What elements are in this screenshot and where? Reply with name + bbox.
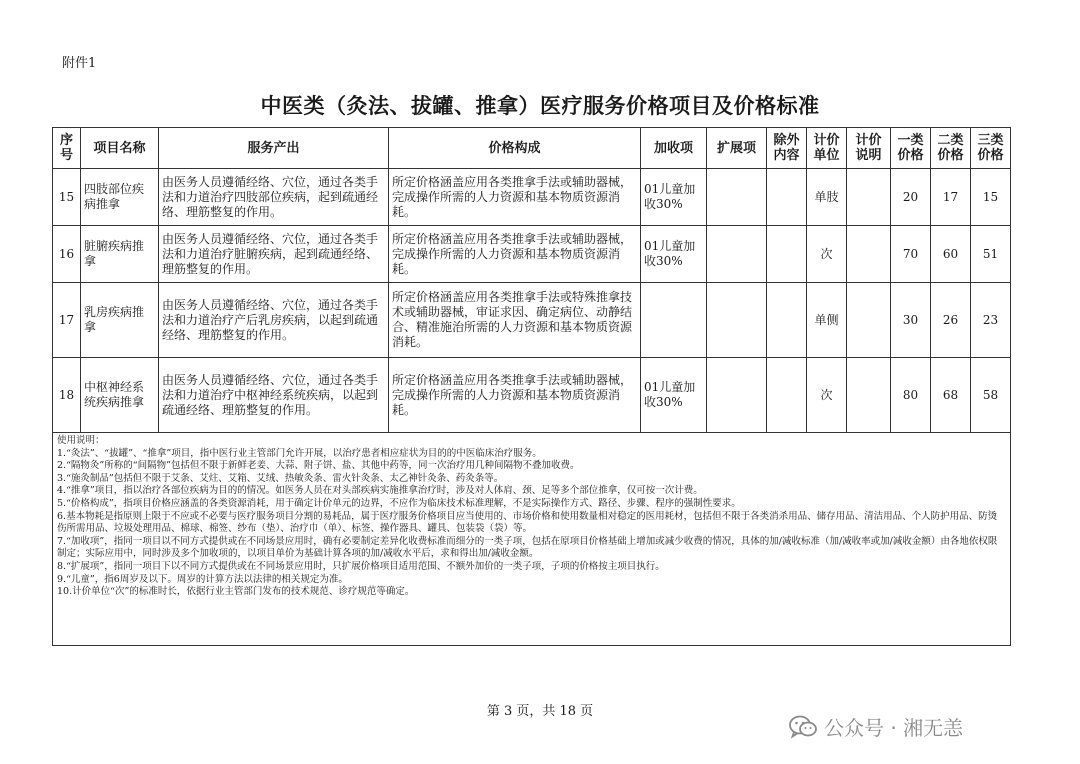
page-footer: 第 3 页，共 18 页 bbox=[486, 704, 594, 719]
header-extension: 扩展项 bbox=[707, 128, 767, 169]
note-item: 7.“加收项”，指同一项目以不同方式提供或在不同场景应用时，确有必要制定差异化收费标准而细分的一类子项，包括在原项目价格基础上增加或减少收费的情况，具体的加/减收标准（加/减收率或加/减收金额）由各地依权限制定；实际应用中，同时涉及多个加收项的，以项目单价为基础计算各项的加/减收水平后，求和得出加/减收金额。 bbox=[57, 535, 998, 560]
row-price-2: 26 bbox=[931, 283, 971, 358]
row-name: 中枢神经系统疾病推拿 bbox=[81, 358, 159, 433]
row-output: 由医务人员遵循经络、穴位，通过各类手法和力道治疗脏腑疾病，起到疏通经络、理筋整复的作用。 bbox=[159, 226, 389, 283]
row-note bbox=[847, 226, 891, 283]
row-seq: 17 bbox=[53, 283, 81, 358]
note-item: 1.“灸法”、“拔罐”、“推拿”项目，指中医行业主管部门允许开展，以治疗患者相应症状为目的的中医临床治疗服务。 bbox=[57, 447, 542, 459]
header-price-3: 三类 价格 bbox=[971, 128, 1011, 169]
page-title: 中医类（灸法、拔罐、推拿）医疗服务价格项目及价格标准 bbox=[260, 94, 820, 118]
wechat-icon bbox=[788, 714, 818, 740]
watermark-text: 公众号 · 湘无恙 bbox=[824, 716, 964, 740]
header-unit: 计价 单位 bbox=[807, 128, 847, 169]
row-surcharge: 01儿童加收30% bbox=[641, 358, 707, 433]
note-item: 3.“施灸制品”包括但不限于艾条、艾炷、艾箱、艾绒、热敏灸条、雷火针灸条、太乙神针灸条、药灸条等。 bbox=[57, 472, 504, 484]
row-composition: 所定价格涵盖应用各类推拿手法或辅助器械，完成操作所需的人力资源和基本物质资源消耗。 bbox=[389, 226, 641, 283]
row-excluded bbox=[767, 283, 807, 358]
row-surcharge: 01儿童加收30% bbox=[641, 226, 707, 283]
row-unit: 次 bbox=[807, 226, 847, 283]
note-item: 5.“价格构成”，指项目价格应涵盖的各类资源消耗，用于确定计价单元的边界，不应作为临床技术标准理解，不是实际操作方式、路径、步骤、程序的强制性要求。 bbox=[57, 497, 741, 509]
row-price-3: 23 bbox=[971, 283, 1011, 358]
row-note bbox=[847, 358, 891, 433]
table-row bbox=[53, 358, 1011, 433]
header-surcharge: 加收项 bbox=[641, 128, 707, 169]
row-excluded bbox=[767, 226, 807, 283]
row-composition: 所定价格涵盖应用各类推拿手法或辅助器械，完成操作所需的人力资源和基本物质资源消耗。 bbox=[389, 169, 641, 226]
row-output: 由医务人员遵循经络、穴位，通过各类手法和力道治疗四肢部位疾病，起到疏通经络、理筋整复的作用。 bbox=[159, 169, 389, 226]
row-seq: 15 bbox=[53, 169, 81, 226]
row-excluded bbox=[767, 358, 807, 433]
note-item: 6.基本物耗是指原则上限于不应或不必要与医疗服务项目分割的易耗品，属于医疗服务价格项目应当使用的、市场价格和使用数量相对稳定的医用耗材，包括但不限于各类消杀用品、储存用品、清洁用品、个人防护用品、防烫伤所需用品、垃圾处理用品、棉球、棉签、纱布（垫）、治疗巾（单）、标签、操作器具、罐具、包装袋（袋）等。 bbox=[57, 510, 998, 535]
row-unit: 次 bbox=[807, 358, 847, 433]
row-surcharge bbox=[641, 283, 707, 358]
row-price-1: 80 bbox=[891, 358, 931, 433]
header-seq: 序 号 bbox=[53, 128, 81, 169]
table-row bbox=[53, 283, 1011, 358]
note-item: 4.“推拿”项目，指以治疗各部位疾病为目的的情况。如医务人员在对头部疾病实施推拿治疗时，涉及对人体肩、颈、足等多个部位推拿，仅可按一次计费。 bbox=[57, 485, 703, 497]
header-price-2: 二类 价格 bbox=[931, 128, 971, 169]
header-composition: 价格构成 bbox=[389, 128, 641, 169]
header-excluded: 除外 内容 bbox=[767, 128, 807, 169]
row-price-1: 70 bbox=[891, 226, 931, 283]
header-name: 项目名称 bbox=[81, 128, 159, 169]
row-price-2: 68 bbox=[931, 358, 971, 433]
row-output: 由医务人员遵循经络、穴位，通过各类手法和力道治疗产后乳房疾病，以起到疏通经络、理筋整复的作用。 bbox=[159, 283, 389, 358]
note-item: 8.“扩展项”，指同一项目下以不同方式提供或在不同场景应用时，只扩展价格项目适用范围、不额外加价的一类子项，子项的价格按主项目执行。 bbox=[57, 560, 665, 572]
header-output: 服务产出 bbox=[159, 128, 389, 169]
header-note: 计价 说明 bbox=[847, 128, 891, 169]
row-name: 脏腑疾病推拿 bbox=[81, 226, 159, 283]
notes-row bbox=[53, 433, 1011, 646]
row-note bbox=[847, 283, 891, 358]
row-extension bbox=[707, 358, 767, 433]
row-price-3: 51 bbox=[971, 226, 1011, 283]
watermark bbox=[788, 712, 963, 741]
row-extension bbox=[707, 169, 767, 226]
row-output: 由医务人员遵循经络、穴位，通过各类手法和力道治疗中枢神经系统疾病，以起到疏通经络、理筋整复的作用。 bbox=[159, 358, 389, 433]
row-excluded bbox=[767, 169, 807, 226]
row-price-1: 20 bbox=[891, 169, 931, 226]
row-name: 乳房疾病推拿 bbox=[81, 283, 159, 358]
row-price-1: 30 bbox=[891, 283, 931, 358]
row-price-3: 15 bbox=[971, 169, 1011, 226]
row-note bbox=[847, 169, 891, 226]
usage-notes bbox=[53, 433, 1011, 646]
row-price-2: 17 bbox=[931, 169, 971, 226]
table-row bbox=[53, 226, 1011, 283]
row-extension bbox=[707, 283, 767, 358]
price-table bbox=[52, 127, 1011, 646]
row-unit: 单肢 bbox=[807, 169, 847, 226]
row-extension bbox=[707, 226, 767, 283]
header-price-1: 一类 价格 bbox=[891, 128, 931, 169]
row-composition: 所定价格涵盖应用各类推拿手法或辅助器械，完成操作所需的人力资源和基本物质资源消耗。 bbox=[389, 358, 641, 433]
row-price-2: 60 bbox=[931, 226, 971, 283]
row-name: 四肢部位疾病推拿 bbox=[81, 169, 159, 226]
row-price-3: 58 bbox=[971, 358, 1011, 433]
note-item: 9.“儿童”，指6周岁及以下。周岁的计算方法以法律的相关规定为准。 bbox=[57, 573, 348, 585]
note-item: 2.“隔物灸”所称的“间隔物”包括但不限于新鲜老姜、大蒜、附子饼、盐、其他中药等，同一次治疗用几种间隔物不叠加收费。 bbox=[57, 460, 580, 472]
row-surcharge: 01儿童加收30% bbox=[641, 169, 707, 226]
table-row bbox=[53, 169, 1011, 226]
row-seq: 18 bbox=[53, 358, 81, 433]
row-unit: 单侧 bbox=[807, 283, 847, 358]
header-row bbox=[53, 128, 1011, 169]
notes-heading: 使用说明： bbox=[57, 435, 105, 446]
attachment-label: 附件1 bbox=[62, 56, 97, 71]
row-seq: 16 bbox=[53, 226, 81, 283]
note-item: 10.计价单位“次”的标准时长，依据行业主管部门发布的技术规范、诊疗规范等确定。 bbox=[57, 586, 415, 598]
row-composition: 所定价格涵盖应用各类推拿手法或特殊推拿技术或辅助器械，审证求因、确定病位、动静结合、精准施治所需的人力资源和基本物质资源消耗。 bbox=[389, 283, 641, 358]
